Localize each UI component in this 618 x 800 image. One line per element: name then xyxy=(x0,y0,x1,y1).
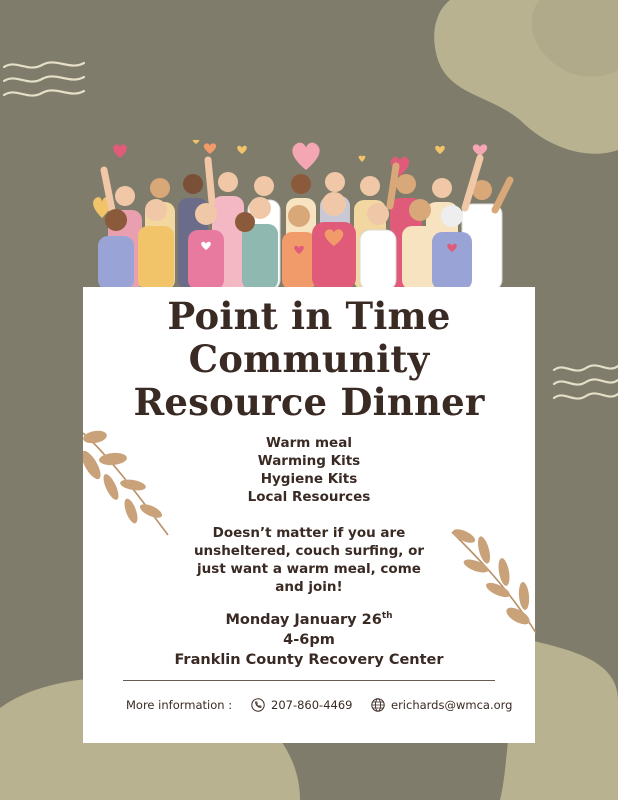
offering-item: Warm meal xyxy=(266,435,352,451)
phone-icon xyxy=(251,698,265,712)
title-line: Community xyxy=(188,337,430,381)
title-line: Point in Time xyxy=(167,294,451,338)
offering-item: Warming Kits xyxy=(257,453,361,469)
email-contact[interactable] xyxy=(371,697,512,713)
event-time: 4-6pm xyxy=(283,632,335,648)
offering-item: Local Resources xyxy=(247,489,371,505)
crowd-illustration xyxy=(90,140,530,290)
leaf-branch-right xyxy=(448,528,538,638)
event-date-suffix: th xyxy=(381,611,393,621)
email-address: erichards@wmca.org xyxy=(391,698,513,712)
description-line: and join! xyxy=(275,579,343,595)
phone-contact[interactable] xyxy=(251,697,352,713)
phone-number: 207-860-4469 xyxy=(271,698,353,712)
description-line: just want a warm meal, come xyxy=(197,561,421,577)
top-right-blob xyxy=(430,0,618,160)
event-title xyxy=(83,295,535,424)
event-date-text: Monday January 26 xyxy=(225,612,382,628)
event-location: Franklin County Recovery Center xyxy=(174,652,444,668)
description-line: unsheltered, couch surfing, or xyxy=(193,543,425,559)
footer-divider xyxy=(123,680,495,681)
description-line: Doesn’t matter if you are xyxy=(212,525,406,541)
wave-lines-right xyxy=(550,360,618,415)
wave-lines-left xyxy=(0,55,95,115)
title-line: Resource Dinner xyxy=(133,380,485,424)
offering-item: Hygiene Kits xyxy=(260,471,358,487)
leaf-branch-left xyxy=(83,425,173,540)
globe-icon xyxy=(371,698,385,712)
more-info-label: More information : xyxy=(126,698,233,712)
